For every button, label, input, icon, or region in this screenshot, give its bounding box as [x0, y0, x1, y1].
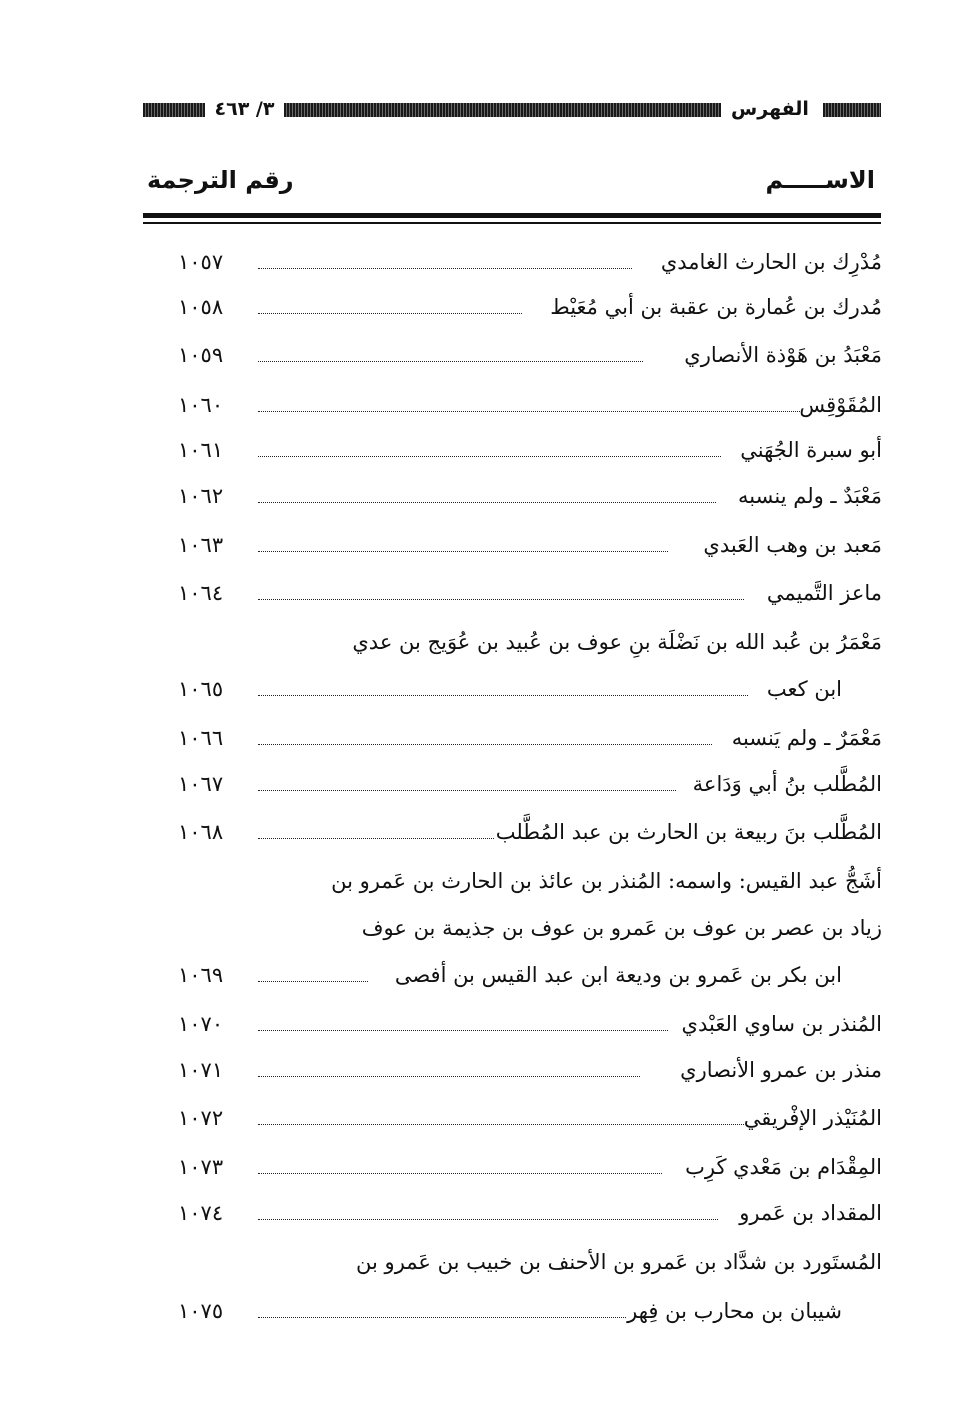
index-entry: [170, 1096, 882, 1140]
leader-dots: [258, 361, 643, 362]
index-entry: [170, 474, 882, 518]
entry-number: ١٠٧٤: [178, 1201, 224, 1225]
index-entry: [170, 571, 882, 615]
index-entry-continued: [170, 859, 882, 903]
entry-number: ١٠٦٠: [178, 393, 224, 417]
entry-name: مُدْرِك بن الحارث الغامدي: [660, 250, 882, 274]
header-title: الفهرس: [731, 98, 809, 120]
leader-dots: [258, 502, 716, 503]
entry-number: ١٠٦٩: [178, 963, 224, 987]
entry-name: مَعْبَدٌ ـ ولم ينسبه: [738, 484, 882, 508]
index-entry: [170, 1289, 882, 1333]
entry-name: المُنَيْذر الإفْريقي: [743, 1106, 882, 1130]
index-entry: [170, 716, 882, 760]
leader-dots: [258, 1317, 626, 1318]
entry-number: ١٠٥٨: [178, 295, 224, 319]
leader-dots: [258, 313, 522, 314]
entry-number: ١٠٦٥: [178, 677, 224, 701]
index-entry-continued: [170, 620, 882, 664]
entry-number: ١٠٥٩: [178, 343, 224, 367]
page-number: ٣/ ٤٦٣: [214, 98, 275, 120]
entry-name: المقداد بن عَمرو: [739, 1201, 882, 1225]
entry-name: أشَجُّ عبد القيس: واسمه: المُنذر بن عائذ بن الحارث بن عَمرو بن: [331, 869, 882, 893]
index-entry: [170, 523, 882, 567]
entry-number: ١٠٧٣: [178, 1155, 224, 1179]
entry-name: المُنذر بن ساوي العَبْدي: [681, 1012, 882, 1036]
entry-name: منذر بن عمرو الأنصاري: [680, 1058, 882, 1082]
index-entry: [170, 333, 882, 377]
column-heading-number: رقم الترجمة: [147, 166, 294, 194]
index-entry-continued: [170, 1240, 882, 1284]
index-entry: [170, 383, 882, 427]
entry-number: ١٠٦٨: [178, 820, 224, 844]
entry-number: ١٠٥٧: [178, 250, 224, 274]
leader-dots: [258, 744, 712, 745]
leader-dots: [258, 1030, 668, 1031]
leader-dots: [258, 1124, 744, 1125]
leader-dots: [258, 1219, 718, 1220]
entry-name: المُطَّلب بنُ أبي وَدَاعة: [692, 772, 882, 796]
entry-name: المُستَورد بن شدَّاد بن عَمرو بن الأحنف بن خبيب بن عَمرو بن: [356, 1250, 882, 1274]
leader-dots: [258, 551, 668, 552]
entry-number: ١٠٦٦: [178, 726, 224, 750]
entry-number: ١٠٧٥: [178, 1299, 224, 1323]
index-entry: [170, 428, 882, 472]
index-entry: [170, 953, 882, 997]
entry-name: أبو سبرة الجُهَني: [740, 438, 882, 462]
leader-dots: [258, 695, 748, 696]
entry-number: ١٠٦٣: [178, 533, 224, 557]
index-entry: [170, 1002, 882, 1046]
entry-number: ١٠٧٢: [178, 1106, 224, 1130]
entry-number: ١٠٦٤: [178, 581, 224, 605]
entry-number: ١٠٦١: [178, 438, 224, 462]
index-entry-continued: [170, 906, 882, 950]
leader-dots: [258, 268, 632, 269]
leader-dots: [258, 599, 744, 600]
entry-name: مَعْمَرُ بن عُبد الله بن نَضْلَة بنِ عوف بن عُبيد بن عُوَيج بن عدي: [352, 630, 882, 654]
entry-name: شيبان بن محارب بن فِهر: [627, 1299, 842, 1323]
leader-dots: [258, 838, 494, 839]
entry-name: زياد بن عصر بن عوف بن عَمرو بن عوف بن جذيمة بن عوف: [361, 916, 882, 940]
entry-number: ١٠٦٢: [178, 484, 224, 508]
entry-name: المُطَّلب بنَ ربيعة بن الحارث بن عبد المُطَّلب: [495, 820, 882, 844]
leader-dots: [258, 456, 721, 457]
leader-dots: [258, 981, 368, 982]
column-heading-name: الاســـــم: [765, 166, 875, 194]
entry-name: ماعز التَّميمي: [766, 581, 882, 605]
entry-name: المُقَوْقِس: [799, 393, 882, 417]
entry-name: مَعبد بن وهب العَبدي: [703, 533, 882, 557]
entry-number: ١٠٧٠: [178, 1012, 224, 1036]
leader-dots: [258, 1076, 640, 1077]
index-entry: [170, 1191, 882, 1235]
index-entry: [170, 1145, 882, 1189]
index-entry: [170, 667, 882, 711]
leader-dots: [258, 790, 676, 791]
entry-name: ابن بكر بن عَمرو بن وديعة ابن عبد القيس بن أفصى: [394, 963, 842, 987]
entry-name: مَعْبَدُ بن هَوْذة الأنصاري: [684, 343, 882, 367]
entry-name: مُدرك بن عُمارة بن عقبة بن أبي مُعَيْط: [550, 295, 882, 319]
entry-name: مَعْمَرٌ ـ ولم يَنسبه: [731, 726, 882, 750]
entry-number: ١٠٦٧: [178, 772, 224, 796]
entry-name: المِقْدَام بن مَعْدي كَرِب: [685, 1155, 882, 1179]
index-entry: [170, 762, 882, 806]
index-entry: [170, 1048, 882, 1092]
index-entry: [170, 285, 882, 329]
entry-name: ابن كعب: [766, 677, 842, 701]
index-entry: [170, 240, 882, 284]
entry-number: ١٠٧١: [178, 1058, 224, 1082]
leader-dots: [258, 1173, 662, 1174]
leader-dots: [258, 411, 800, 412]
index-entry: [170, 810, 882, 854]
